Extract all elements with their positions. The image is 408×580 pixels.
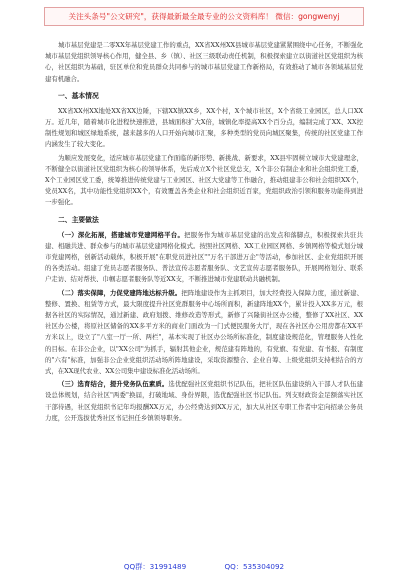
practice-body-2: 把阵地建设作为主抓项目，加大经费投入保障力度，通过新建、整修、置换、租赁等方式，最大限度提升社区党群服务中心场所面积，新建阵地XX个，累计投入XX多万元，根据各社区的实际情况，通过新建、政府划拨、维修改造等形式，新修了兴隆街社区办公楼，整修了XX社区、XX社区办公楼，将原社区储备的XX多平方米的商业门面改为一门式便民服务大厅，现在各社区办公用房都在XX平方米以上，设立了"八室一厅一所、两栏"，基本实现了社区办公场所标准化，制度建设规范化，管理服务人性化的目标。在非公企业，以"XX公司"为抓手，辐射其他企业，规范建有阵地的，有党旗、有党建、有书报、有制度的"六有"标准，加强非公企业党组织活动场所阵地建设，采取资源整合、企业自筹、上级党组织支持相结合的方式，在XX现代农业、XX公司集中建设标准化活动场所。: [45, 288, 364, 376]
practice-paragraph-1: [45, 230, 363, 286]
practice-subtitle-2: （二）落实保障，力促党建阵地达标升级。: [58, 288, 182, 297]
practice-body-3: 选优配强社区党组织书记队伍，把社区队伍建设纳入干部人才队伍建设总体规划，结合社区"两委"换届，打破地域、身份界限，选优配强社区书记队伍。列支财政资金足额落实社区干部待遇，社区党组织书记年均报酬XX万元，办公经费达到XX万元，加大从社区专职工作者中定向招录公务员力度，公开选拔优秀社区书记担任乡镇领导职务。: [45, 380, 364, 422]
practice-subtitle-3: （三）选育结合，提升党务队伍素质。: [58, 380, 169, 389]
qq-group-number: QQ群：31991489: [123, 562, 187, 571]
qq-number: QQ：535304092: [224, 562, 285, 571]
practice-body-1: 把服务作为城市基层党建的出发点和落脚点，积极探索共驻共建、相融共进、群众参与的城市基层党建网格化模式。按照社区网格、XX工业园区网格、乡镇网格等模式划分城市党建网格，创新活动载体，积极开展"在职党员进社区""万名干部进万企"等活动，参加社区、企业党组织开展的各类活动。组建了党员志愿者服务队、普法宣传志愿者服务队、文艺宣传志愿者服务队，开展网格划分、联系户走访、结对帮扶、巾帼志愿者服务队等近XX支，不断推进城市党建联动共融机制。: [45, 230, 364, 284]
practice-subtitle-1: （一）深化拓展，搭建城市党建网格平台。: [58, 230, 185, 239]
basic-info-paragraph-2: 为顺应发展变化，适应城市基层党建工作面临的新形势、新挑战、新要求，XX县牢固树立城市大党建理念，不断健全以街道社区党组织为核心的领导体系，先后成立X个社区党总支，X个非公有制企业和社会组织党工委，X个工业园区党工委，统筹推进传统党建与工业园区、社区大党建等工作融合，推动组建非公和社会组织XX个，党员XX名，其中功能性党组织XX个，有效覆盖各类企业和社会组织近百家，党组织政治引领和服务功能得到进一步强化。: [45, 153, 363, 207]
practice-paragraph-3: [45, 379, 363, 424]
wechat-promo-banner: 关注头条号"公文研究"，获得最新最全最专业的公文资料库！ 微信：gongwenyj: [44, 7, 364, 26]
intro-paragraph: 城市基层党建是二零XX年基层党建工作的重点，XX省XX州XX县城市基层党建紧紧围绕中心任务，不断强化城市基层党组织领导核心作用，健全县、乡（镇）、社区三级联动责任机制，积极探索建立以街道社区党组织为核心，社区组织为基础，驻区单位和党员群众共同参与的城市基层党建工作新格局，有效推动了城市各领域基层党建有机融合。: [45, 41, 363, 83]
document-body: [45, 40, 363, 426]
basic-info-paragraph-1: XX省XX州XX地处XX省XX边陲，下辖XX镇XX乡，XX个村，X个城市社区，X个省级工业园区，总人口XX万。近几年，随着城市化进程快速推进，县城面积扩大X倍，城镇化率提高XX个百分点，编制完成了XX、XX控制性规划和城区绿地系统，越来越多的人口开始向城市汇聚，多种类型的党员向城区聚集，传统的社区党建工作内涵发生了较大变化。: [45, 106, 363, 149]
contact-footer: [0, 562, 408, 572]
section-heading-main-practices: 二、主要做法: [58, 215, 99, 224]
practice-paragraph-2: [45, 288, 363, 378]
section-heading-basic-info: 一、基本情况: [58, 91, 99, 100]
